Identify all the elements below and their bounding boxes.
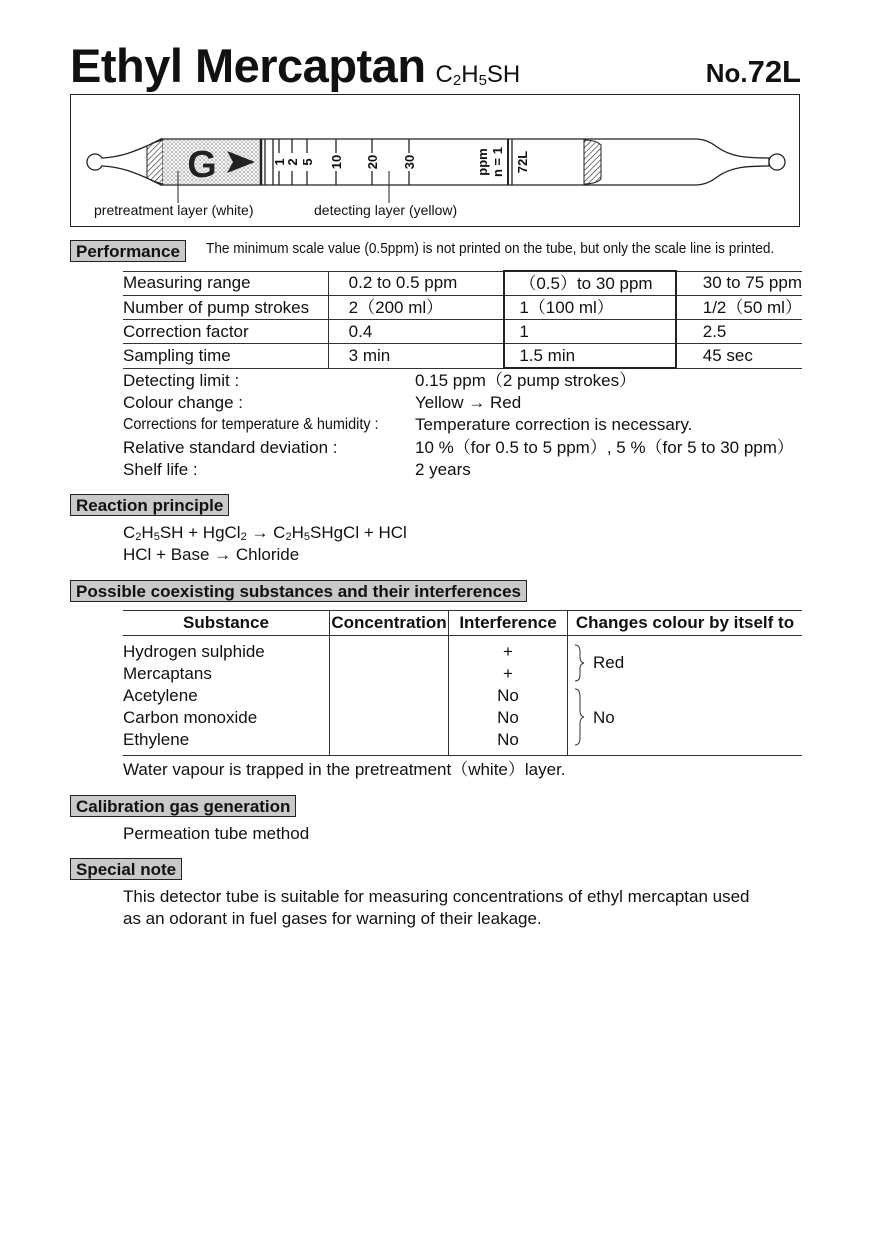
strokes-label: n = 1 (490, 147, 505, 177)
interference-value: + (503, 642, 513, 661)
brace-icon (572, 644, 588, 754)
row-label: Sampling time (123, 344, 328, 369)
detector-tube-drawing (71, 95, 801, 228)
section-heading-coexisting: Possible coexisting substances and their interferences (70, 580, 527, 602)
table-cell-standard: 1（100 ml） (504, 296, 675, 320)
column-header-colour-change: Changes colour by itself to (568, 611, 803, 636)
property-label-corrections: Corrections for temperature & humidity : (123, 416, 379, 433)
property-label-rsd: Relative standard deviation : (123, 438, 338, 457)
interference-value: + (503, 664, 513, 683)
property-label-detecting-limit: Detecting limit : (123, 371, 240, 390)
table-row (123, 296, 802, 320)
row-label: Number of pump strokes (123, 296, 328, 320)
calibration-method: Permeation tube method (123, 824, 310, 843)
table-cell: 45 sec (676, 344, 802, 369)
property-value-colour-change: Yellow → Red (415, 393, 522, 412)
table-cell: 0.4 (328, 320, 504, 344)
property-value-shelf-life: 2 years (415, 460, 471, 479)
substance-name: Carbon monoxide (123, 708, 258, 727)
substance-name: Acetylene (123, 686, 198, 705)
property-label-shelf-life: Shelf life : (123, 460, 198, 479)
scale-mark-1: 1 (272, 158, 287, 166)
property-value-rsd: 10 %（for 0.5 to 5 ppm）, 5 %（for 5 to 30 ppm） (415, 438, 794, 457)
reaction-equation-1: $C_2H_5SH$ + HgCl$_2$ → $C_2H_5SHgCl$ + HCl (123, 523, 407, 543)
logo-icon: G (187, 144, 217, 186)
table-cell-standard: 1.5 min (504, 344, 675, 369)
interference-cell (449, 636, 568, 756)
special-note-line-1: This detector tube is suitable for measuring concentrations of ethyl mercaptan used (123, 887, 750, 906)
colour-group-red: Red (593, 653, 625, 672)
table-row (123, 636, 802, 756)
scale-mark-30: 30 (402, 154, 417, 170)
water-vapour-note: Water vapour is trapped in the pretreatment（white）layer. (123, 760, 566, 779)
interference-table (123, 610, 802, 756)
section-heading-calibration: Calibration gas generation (70, 795, 296, 817)
tube-diagram (70, 94, 800, 227)
tube-number: No.72L (705, 54, 801, 89)
substance-cell (123, 636, 330, 756)
substance-name: Mercaptans (123, 664, 212, 683)
performance-note: The minimum scale value (0.5ppm) is not printed on the tube, but only the scale line is printed. (206, 241, 775, 257)
colour-change-cell (568, 636, 803, 756)
unit-label: ppm (475, 148, 490, 176)
column-header-substance: Substance (123, 611, 330, 636)
reaction-equation-2: HCl + Base → Chloride (123, 545, 300, 564)
table-row (123, 320, 802, 344)
scale-mark-20: 20 (365, 154, 380, 170)
table-cell: 1/2（50 ml） (676, 296, 802, 320)
table-header-row (123, 611, 802, 636)
table-cell: 3 min (328, 344, 504, 369)
column-header-concentration: Concentration (330, 611, 449, 636)
table-cell-standard: （0.5）to 30 ppm (504, 271, 675, 296)
scale-mark-10: 10 (329, 154, 344, 170)
concentration-cell (330, 636, 449, 756)
interference-value: No (497, 686, 519, 705)
left-tip (87, 154, 103, 170)
property-value-detecting-limit: 0.15 ppm（2 pump strokes） (415, 371, 637, 390)
table-cell: 2（200 ml） (328, 296, 504, 320)
tube-code-label: 72L (515, 150, 530, 174)
table-cell: 30 to 75 ppm (676, 271, 802, 296)
pretreatment-layer-label: pretreatment layer (white) (94, 202, 254, 218)
table-row (123, 271, 802, 296)
section-heading-performance: Performance (70, 240, 186, 262)
left-plug (147, 140, 163, 184)
row-label: Measuring range (123, 271, 328, 296)
scale-mark-5: 5 (300, 158, 315, 166)
special-note-line-2: as an odorant in fuel gases for warning of their leakage. (123, 909, 542, 928)
detecting-layer-label: detecting layer (yellow) (314, 202, 458, 218)
row-label: Correction factor (123, 320, 328, 344)
property-label-colour-change: Colour change : (123, 393, 244, 412)
table-row (123, 344, 802, 369)
colour-group-no: No (593, 708, 615, 727)
table-cell: 2.5 (676, 320, 802, 344)
column-header-interference: Interference (449, 611, 568, 636)
chemical-formula: $C_2H_5SH$ (435, 61, 521, 89)
scale-mark-2: 2 (285, 158, 300, 166)
right-tip (769, 154, 785, 170)
section-heading-reaction: Reaction principle (70, 494, 229, 516)
table-cell: 0.2 to 0.5 ppm (328, 271, 504, 296)
right-plug (584, 140, 601, 184)
substance-name: Hydrogen sulphide (123, 642, 265, 661)
interference-value: No (497, 730, 519, 749)
interference-value: No (497, 708, 519, 727)
section-heading-special-note: Special note (70, 858, 182, 880)
compound-name: Ethyl Mercaptan (70, 39, 426, 92)
table-cell-standard: 1 (504, 320, 675, 344)
substance-name: Ethylene (123, 730, 190, 749)
property-value-corrections: Temperature correction is necessary. (415, 415, 693, 434)
performance-table (123, 270, 802, 369)
